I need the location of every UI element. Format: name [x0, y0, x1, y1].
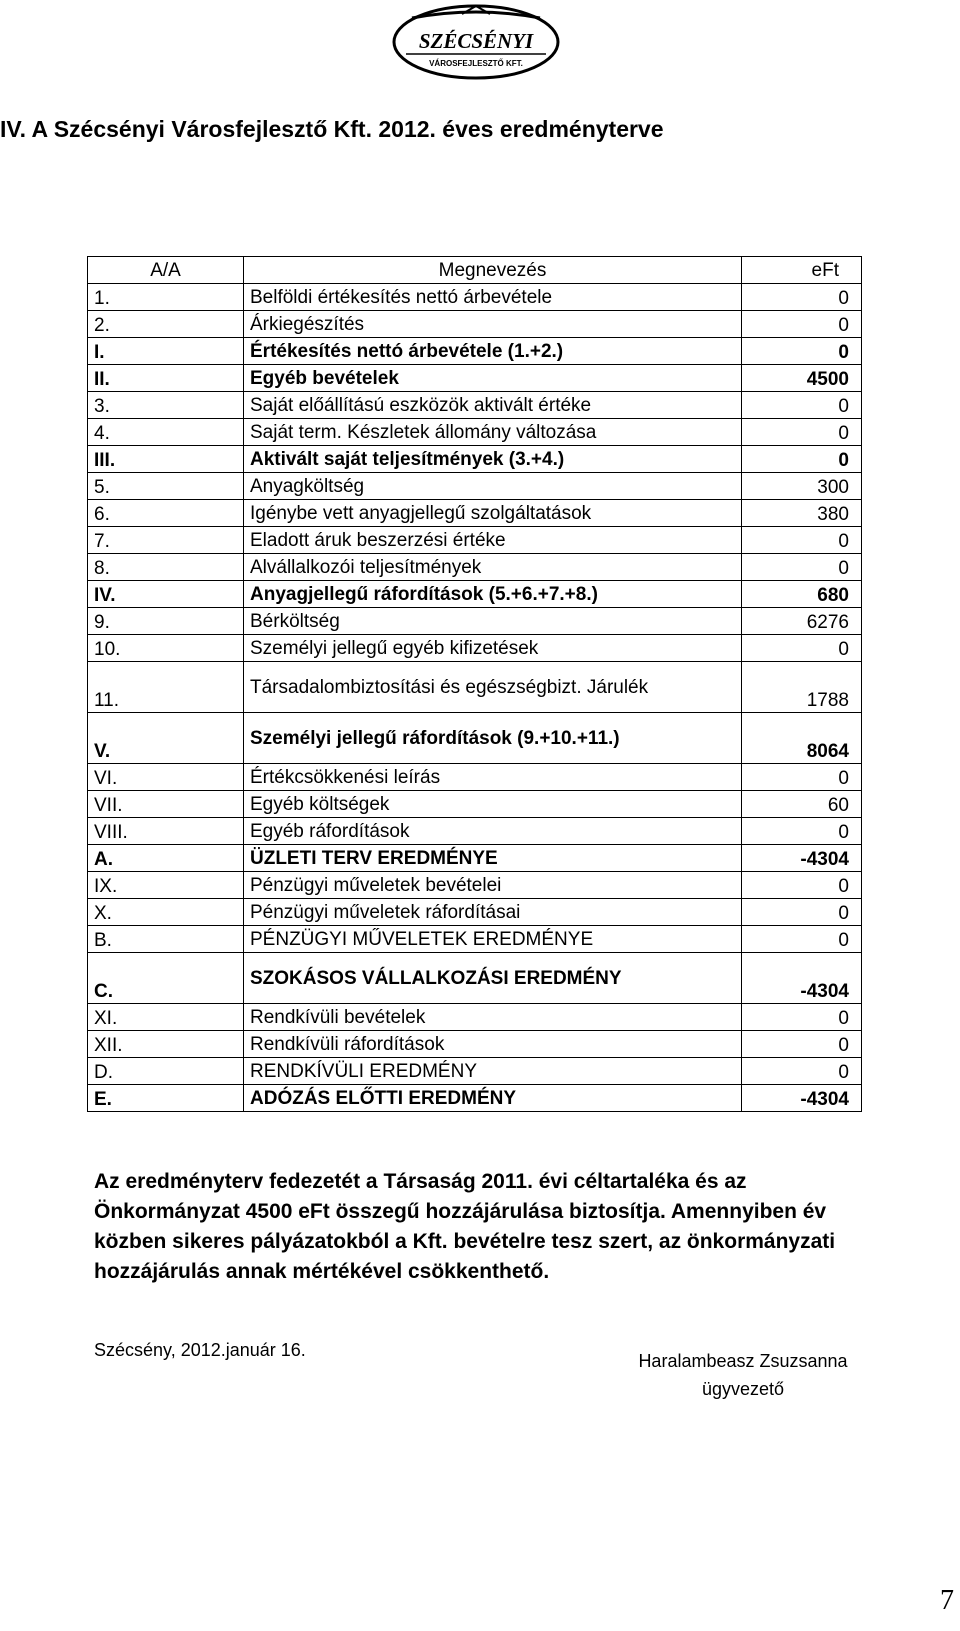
row-code: 7. [88, 527, 244, 554]
row-value: 300 [742, 473, 862, 500]
table-row [88, 845, 862, 872]
row-value: 60 [742, 791, 862, 818]
svg-text:VÁROSFEJLESZTŐ KFT.: VÁROSFEJLESZTŐ KFT. [429, 59, 523, 68]
row-code: II. [88, 365, 244, 392]
row-name: Belföldi értékesítés nettó árbevétele [244, 284, 742, 311]
table-row [88, 1004, 862, 1031]
table-row [88, 818, 862, 845]
table-row [88, 365, 862, 392]
row-code: C. [88, 953, 244, 1004]
row-name: Aktivált saját teljesítmények (3.+4.) [244, 446, 742, 473]
signature-block [618, 1347, 868, 1403]
table-row [88, 1085, 862, 1112]
row-code: IX. [88, 872, 244, 899]
row-code: I. [88, 338, 244, 365]
table-row [88, 953, 862, 1004]
row-value: 4500 [742, 365, 862, 392]
row-name: Rendkívüli bevételek [244, 1004, 742, 1031]
table-row [88, 581, 862, 608]
table-row [88, 311, 862, 338]
row-name: Személyi jellegű egyéb kifizetések [244, 635, 742, 662]
table-row [88, 446, 862, 473]
results-plan-table [87, 256, 862, 1112]
table-row [88, 791, 862, 818]
row-name: Pénzügyi műveletek ráfordításai [244, 899, 742, 926]
row-value: 0 [742, 926, 862, 953]
table-row [88, 662, 862, 713]
funding-note: Az eredményterv fedezetét a Társaság 2011. évi céltartaléka és az Önkormányzat 4500 eFt összegű hozzájárulása biztosítja. Amennyiben év közben sikeres pályázatokból a Kft. bevételre tesz szert, az önkormányzati hozzájárulás annak mértékével csökkenthető. [94, 1170, 836, 1283]
row-value: -4304 [742, 1085, 862, 1112]
table-row [88, 284, 862, 311]
row-code: E. [88, 1085, 244, 1112]
logo-graphic [392, 4, 560, 80]
row-name: ADÓZÁS ELŐTTI EREDMÉNY [244, 1085, 742, 1112]
row-name: Saját term. Készletek állomány változása [244, 419, 742, 446]
header-value: eFt [742, 257, 862, 284]
row-name: Egyéb költségek [244, 791, 742, 818]
place-and-date: Szécsény, 2012.január 16. [94, 1340, 306, 1360]
table-row [88, 473, 862, 500]
row-value: 0 [742, 446, 862, 473]
table-row [88, 899, 862, 926]
row-name: Értékcsökkenési leírás [244, 764, 742, 791]
row-value: 380 [742, 500, 862, 527]
row-value: 0 [742, 1004, 862, 1031]
row-code: 9. [88, 608, 244, 635]
row-code: D. [88, 1058, 244, 1085]
row-code: 1. [88, 284, 244, 311]
row-code: XI. [88, 1004, 244, 1031]
company-logo [392, 4, 560, 80]
row-name: Árkiegészítés [244, 311, 742, 338]
row-value: 0 [742, 635, 862, 662]
page-number: 7 [940, 1585, 954, 1616]
row-value: -4304 [742, 953, 862, 1004]
table-header-row [88, 257, 862, 284]
table-row [88, 872, 862, 899]
row-code: X. [88, 899, 244, 926]
row-code: VII. [88, 791, 244, 818]
row-code: B. [88, 926, 244, 953]
row-name: Személyi jellegű ráfordítások (9.+10.+11.) [244, 713, 742, 764]
row-name: Saját előállítású eszközök aktivált értéke [244, 392, 742, 419]
row-name: Értékesítés nettó árbevétele (1.+2.) [244, 338, 742, 365]
row-code: 2. [88, 311, 244, 338]
row-name: Anyagköltség [244, 473, 742, 500]
table-row [88, 392, 862, 419]
row-name: Bérköltség [244, 608, 742, 635]
table-row [88, 764, 862, 791]
row-value: 0 [742, 527, 862, 554]
row-code: 5. [88, 473, 244, 500]
row-name: RENDKÍVÜLI EREDMÉNY [244, 1058, 742, 1085]
row-value: 0 [742, 338, 862, 365]
signer-name: Haralambeasz Zsuzsanna [638, 1351, 848, 1371]
table-row [88, 500, 862, 527]
row-code: IV. [88, 581, 244, 608]
row-code: V. [88, 713, 244, 764]
row-name: PÉNZÜGYI MŰVELETEK EREDMÉNYE [244, 926, 742, 953]
row-code: XII. [88, 1031, 244, 1058]
table-row [88, 635, 862, 662]
row-name: Társadalombiztosítási és egészségbizt. Járulék [244, 662, 742, 713]
table-row [88, 608, 862, 635]
row-code: 4. [88, 419, 244, 446]
row-name: Anyagjellegű ráfordítások (5.+6.+7.+8.) [244, 581, 742, 608]
row-code: III. [88, 446, 244, 473]
row-value: 0 [742, 284, 862, 311]
row-value: -4304 [742, 845, 862, 872]
row-value: 0 [742, 764, 862, 791]
row-name: ÜZLETI TERV EREDMÉNYE [244, 845, 742, 872]
row-code: 11. [88, 662, 244, 713]
row-name: Egyéb bevételek [244, 365, 742, 392]
signer-role: ügyvezető [701, 1379, 785, 1399]
row-name: Eladott áruk beszerzési értéke [244, 527, 742, 554]
row-value: 1788 [742, 662, 862, 713]
row-code: VIII. [88, 818, 244, 845]
svg-text:SZÉCSÉNYI: SZÉCSÉNYI [418, 29, 534, 53]
row-name: Rendkívüli ráfordítások [244, 1031, 742, 1058]
row-value: 0 [742, 818, 862, 845]
row-value: 6276 [742, 608, 862, 635]
row-code: 8. [88, 554, 244, 581]
row-code: VI. [88, 764, 244, 791]
row-value: 0 [742, 1058, 862, 1085]
row-code: 3. [88, 392, 244, 419]
row-value: 0 [742, 899, 862, 926]
row-value: 0 [742, 392, 862, 419]
row-value: 0 [742, 419, 862, 446]
row-name: Igénybe vett anyagjellegű szolgáltatások [244, 500, 742, 527]
row-value: 680 [742, 581, 862, 608]
row-code: 6. [88, 500, 244, 527]
header-code: A/A [88, 257, 244, 284]
table-row [88, 713, 862, 764]
row-value: 0 [742, 1031, 862, 1058]
row-value: 0 [742, 311, 862, 338]
row-name: Alvállalkozói teljesítmények [244, 554, 742, 581]
table-row [88, 554, 862, 581]
row-code: 10. [88, 635, 244, 662]
table-row [88, 338, 862, 365]
row-value: 8064 [742, 713, 862, 764]
row-value: 0 [742, 554, 862, 581]
row-name: Pénzügyi műveletek bevételei [244, 872, 742, 899]
row-name: SZOKÁSOS VÁLLALKOZÁSI EREDMÉNY [244, 953, 742, 1004]
table-row [88, 419, 862, 446]
table-row [88, 527, 862, 554]
document-title: IV. A Szécsényi Városfejlesztő Kft. 2012. éves eredményterve [0, 116, 664, 142]
table-row [88, 1031, 862, 1058]
row-name: Egyéb ráfordítások [244, 818, 742, 845]
table-row [88, 926, 862, 953]
row-value: 0 [742, 872, 862, 899]
row-code: A. [88, 845, 244, 872]
table-row [88, 1058, 862, 1085]
header-name: Megnevezés [244, 257, 742, 284]
